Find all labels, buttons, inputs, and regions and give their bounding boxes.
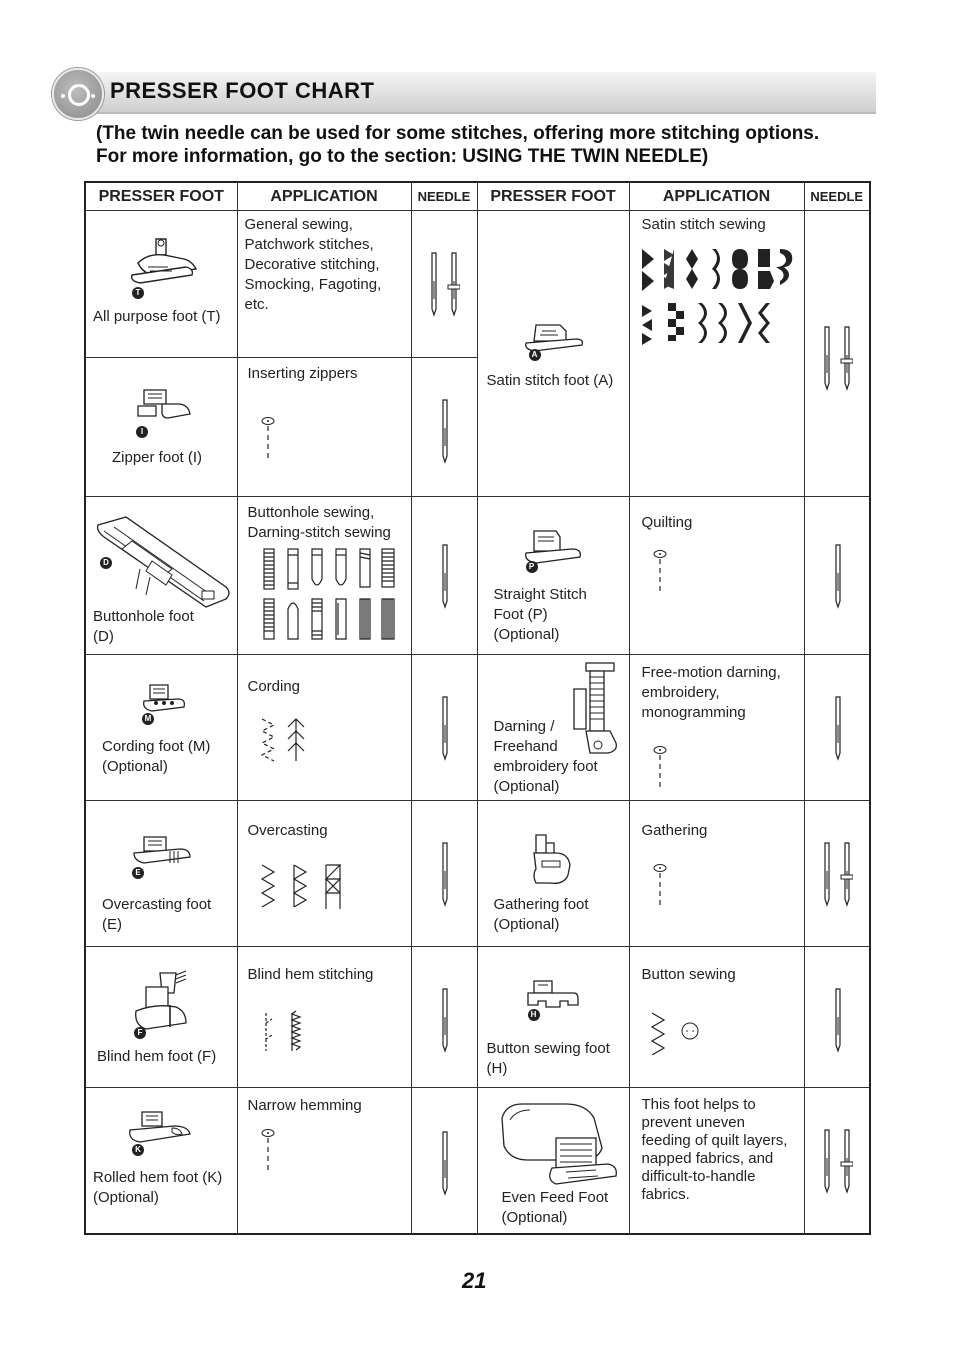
twin-needle-icon: [821, 325, 853, 391]
needle-cell: [411, 655, 477, 801]
overcasting-stitch-icon: [260, 863, 350, 911]
single-needle-icon: [439, 841, 451, 907]
col-header-needle: NEEDLE: [411, 182, 477, 211]
single-needle-icon: [439, 398, 451, 464]
application-text: Inserting zippers: [247, 364, 358, 382]
foot-cell: [85, 801, 237, 947]
foot-name: Darning / Freehand embroidery foot (Optional): [493, 718, 598, 795]
blind-hem-stitch-icon: [262, 1009, 312, 1055]
foot-name: Gathering foot (Optional): [493, 896, 589, 933]
foot-name: Button sewing foot (H): [486, 1040, 610, 1077]
needle-cell: [411, 947, 477, 1088]
foot-letter-d-icon: D: [100, 557, 112, 569]
page-title: PRESSER FOOT CHART: [110, 78, 375, 103]
satin-stitch-patterns-icon: [640, 245, 800, 345]
straight-stitch-icon: [652, 863, 668, 909]
section-badge-icon: [52, 68, 104, 120]
application-text: Free-motion darning, embroidery, monogramming: [641, 664, 781, 721]
application-text: Blind hem stitching: [247, 966, 374, 983]
application-cell: [237, 947, 411, 1088]
foot-cell: [85, 357, 237, 497]
needle-cell: [804, 1088, 870, 1234]
foot-cell: [85, 211, 237, 358]
application-cell: [237, 211, 411, 358]
zipper-foot-icon: [134, 386, 194, 428]
foot-name: Zipper foot (I): [112, 448, 203, 466]
application-text: Overcasting: [247, 822, 328, 839]
even-feed-foot-icon: [496, 1098, 620, 1190]
application-cell: [629, 211, 804, 497]
button-stitch-icon: [650, 1011, 710, 1055]
foot-cell: [85, 947, 237, 1088]
application-cell: [629, 655, 804, 801]
twin-needle-icon: [821, 841, 853, 907]
needle-cell: [411, 357, 477, 497]
single-needle-icon: [439, 1130, 451, 1196]
foot-name: Buttonhole foot (D): [93, 608, 194, 645]
application-cell: [629, 1088, 804, 1234]
buttonhole-foot-icon: [92, 511, 238, 615]
foot-letter-e-icon: E: [132, 867, 144, 879]
cording-stitch-icon: [258, 717, 310, 763]
foot-letter-f-icon: F: [134, 1027, 146, 1039]
foot-letter-i-icon: I: [136, 426, 148, 438]
twin-needle-icon: [428, 251, 460, 317]
col-header-presser-foot: PRESSER FOOT: [477, 182, 629, 211]
table-row: [85, 1088, 870, 1234]
all-purpose-foot-icon: [126, 233, 198, 295]
application-text: General sewing, Patchwork stitches, Decorative stitching, Smocking, Fagoting, etc.: [244, 216, 382, 313]
single-needle-icon: [832, 987, 844, 1053]
presser-foot-table: [84, 181, 871, 1235]
application-cell: [629, 497, 804, 655]
page-number: 21: [462, 1268, 487, 1293]
application-text: Satin stitch sewing: [641, 216, 766, 233]
single-needle-icon: [439, 695, 451, 761]
foot-name: Overcasting foot (E): [102, 896, 212, 933]
table-row: [85, 801, 870, 947]
single-needle-icon: [832, 543, 844, 609]
foot-name: Blind hem foot (F): [97, 1048, 217, 1065]
straight-stitch-icon: [260, 416, 276, 462]
application-cell: [237, 357, 411, 497]
single-needle-icon: [439, 987, 451, 1053]
twin-needle-icon: [821, 1128, 853, 1194]
gathering-foot-icon: [528, 831, 578, 887]
needle-cell: [411, 1088, 477, 1234]
straight-stitch-icon: [260, 1128, 276, 1174]
foot-name: Even Feed Foot (Optional): [501, 1189, 609, 1226]
foot-letter-t-icon: T: [132, 287, 144, 299]
application-cell: [237, 801, 411, 947]
application-text: Narrow hemming: [247, 1097, 362, 1114]
application-text: This foot helps to prevent uneven feeding of quilt layers, napped fabrics, and difficult-to-handle fabrics.: [641, 1096, 788, 1203]
application-cell: [629, 947, 804, 1088]
foot-name: Cording foot (M) (Optional): [102, 738, 211, 775]
foot-cell: [477, 801, 629, 947]
single-needle-icon: [832, 695, 844, 761]
buttonhole-patterns-icon: [262, 547, 402, 645]
col-header-application: APPLICATION: [237, 182, 411, 211]
application-cell: [237, 497, 411, 655]
intro-note: (The twin needle can be used for some stitches, offering more stitching options. For more information, go to the section: USING THE TWIN NEEDLE): [96, 123, 820, 167]
application-text: Cording: [247, 678, 301, 695]
foot-letter-a-icon: A: [529, 349, 541, 361]
foot-cell: [477, 1088, 629, 1234]
foot-name: All purpose foot (T): [93, 308, 221, 325]
table-row: [85, 947, 870, 1088]
needle-cell: [804, 801, 870, 947]
foot-name: Straight Stitch Foot (P) (Optional): [493, 586, 587, 643]
single-needle-icon: [439, 543, 451, 609]
table-row: [85, 655, 870, 801]
straight-stitch-icon: [652, 745, 668, 791]
table-row: [85, 211, 870, 358]
foot-letter-p-icon: P: [526, 561, 538, 573]
straight-stitch-icon: [652, 549, 668, 595]
application-cell: [237, 655, 411, 801]
foot-name: Satin stitch foot (A): [486, 372, 614, 389]
button-sewing-foot-icon: [524, 977, 580, 1013]
foot-letter-m-icon: M: [142, 713, 154, 725]
application-text: Buttonhole sewing, Darning-stitch sewing: [247, 504, 391, 541]
col-header-needle: NEEDLE: [804, 182, 870, 211]
foot-cell: [85, 655, 237, 801]
foot-cell: [477, 497, 629, 655]
application-text: Gathering: [641, 822, 708, 839]
foot-cell: [85, 1088, 237, 1234]
needle-cell: [411, 497, 477, 655]
needle-cell: [804, 947, 870, 1088]
col-header-presser-foot: PRESSER FOOT: [85, 182, 237, 211]
rolled-hem-foot-icon: [126, 1108, 196, 1148]
needle-cell: [804, 497, 870, 655]
application-cell: [629, 801, 804, 947]
foot-letter-k-icon: K: [132, 1144, 144, 1156]
foot-cell: [477, 947, 629, 1088]
foot-letter-h-icon: H: [528, 1009, 540, 1021]
table-row: [85, 497, 870, 655]
application-cell: [237, 1088, 411, 1234]
needle-cell: [804, 655, 870, 801]
col-header-application: APPLICATION: [629, 182, 804, 211]
needle-cell: [411, 801, 477, 947]
needle-cell: [804, 211, 870, 497]
foot-name: Rolled hem foot (K) (Optional): [93, 1169, 223, 1206]
table-header-row: [85, 182, 870, 211]
foot-cell: [85, 497, 237, 655]
application-text: Button sewing: [641, 966, 736, 983]
application-text: Quilting: [641, 514, 693, 531]
needle-cell: [411, 211, 477, 358]
foot-cell: [477, 211, 629, 497]
foot-cell: [477, 655, 629, 801]
